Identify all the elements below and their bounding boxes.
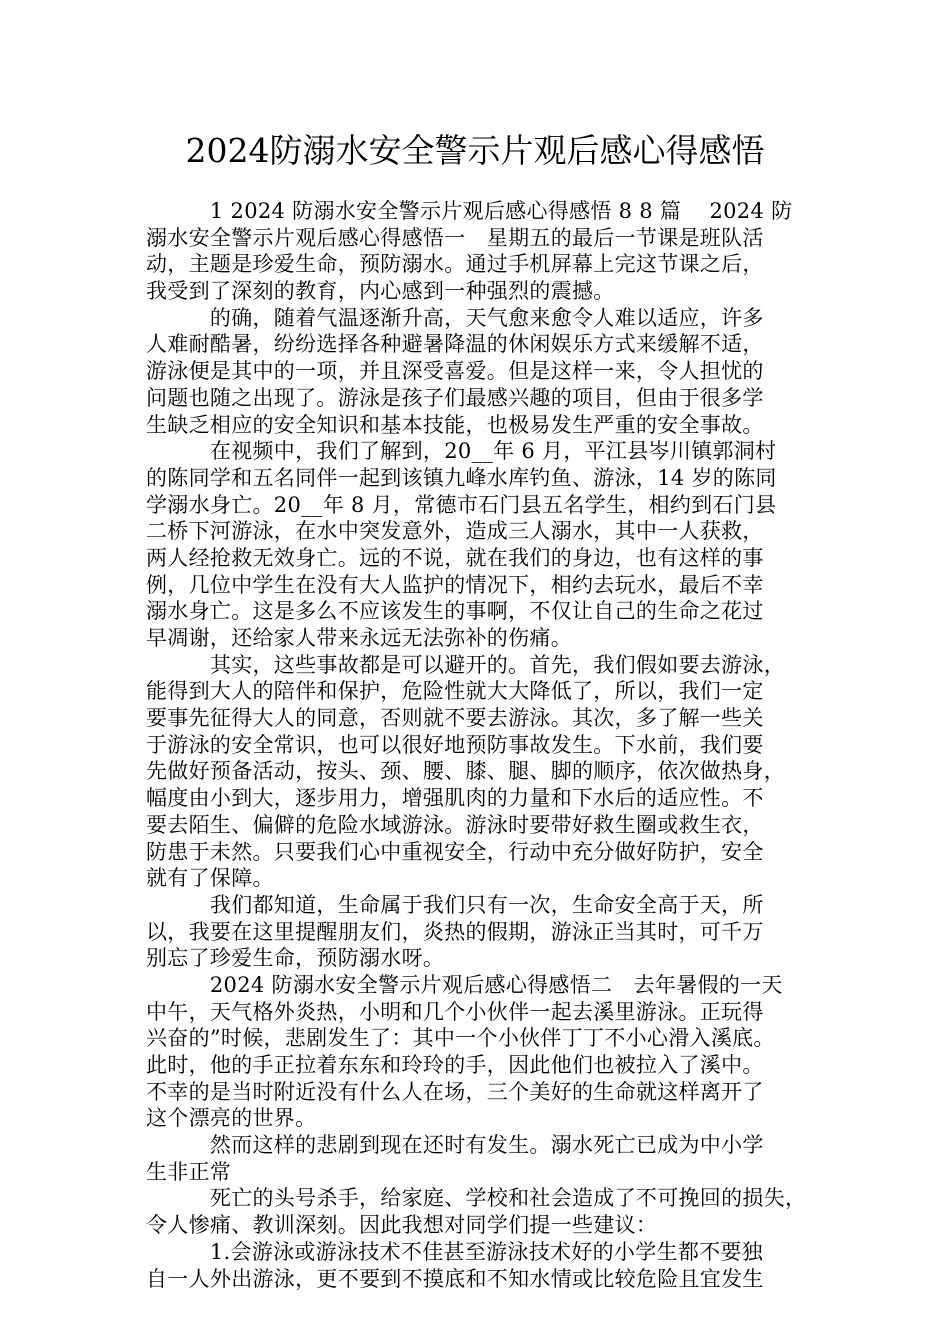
text-line: 例，几位中学生在没有大人监护的情况下，相约去玩水，最后不幸 <box>146 572 764 597</box>
text-line: 然而这样的悲剧到现在还时有发生。溺水死亡已成为中小学 <box>146 1133 764 1158</box>
text-line: 要事先征得大人的同意，否则就不要去游泳。其次，多了解一些关 <box>146 706 764 731</box>
text-line: 中午，天气格外炎热，小明和几个小伙伴一起去溪里游泳。正玩得 <box>146 999 764 1024</box>
text-line: 动，主题是珍爱生命，预防溺水。通过手机屏幕上完这节课之后， <box>146 252 764 277</box>
text-line: 人难耐酷暑，纷纷选择各种避暑降温的休闲娱乐方式来缓解不适， <box>146 332 764 357</box>
text-line: 的确，随着气温逐渐升高，天气愈来愈令人难以适应，许多 <box>146 305 764 330</box>
text-line: 兴奋的”时候，悲剧发生了：其中一个小伙伴丁丁不小心滑入溪底。 <box>146 1026 775 1051</box>
document-body <box>146 198 826 1292</box>
text-line: 自一人外出游泳，更不要到不摸底和不知水情或比较危险且宜发生 <box>146 1266 764 1291</box>
text-line: 幅度由小到大，逐步用力，增强肌肉的力量和下水后的适应性。不 <box>146 786 764 811</box>
text-line: 早凋谢，还给家人带来永远无法弥补的伤痛。 <box>146 626 572 650</box>
text-line: 生缺乏相应的安全知识和基本技能，也极易发生严重的安全事故。 <box>146 412 764 437</box>
text-line: 生非正常 <box>146 1159 232 1184</box>
text-line: 问题也随之出现了。游泳是孩子们最感兴趣的项目，但由于很多学 <box>146 385 764 410</box>
text-line: 1 2024 防溺水安全警示片观后感心得感悟 8 8 篇 2024 防 <box>146 199 793 223</box>
text-line: 溺水身亡。这是多么不应该发生的事啊，不仅让自己的生命之花过 <box>146 599 764 624</box>
text-line: 死亡的头号杀手，给家庭、学校和社会造成了不可挽回的损失， <box>146 1186 807 1211</box>
text-line: 要去陌生、偏僻的危险水域游泳。游泳时要带好救生圈或救生衣， <box>146 812 764 837</box>
text-line: 学溺水身亡。20__年 8 月，常德市石门县五名学生，相约到石门县 <box>146 492 777 517</box>
text-line: 两人经抢救无效身亡。远的不说，就在我们的身边，也有这样的事 <box>146 545 764 570</box>
text-line: 此时，他的手正拉着东东和玲玲的手，因此他们也被拉入了溪中。 <box>146 1053 764 1077</box>
text-line: 的陈同学和五名同伴一起到该镇九峰水库钓鱼、游泳，14 岁的陈同 <box>146 465 777 490</box>
text-line: 我们都知道，生命属于我们只有一次，生命安全高于天，所 <box>146 892 764 917</box>
text-line: 能得到大人的陪伴和保护，危险性就大大降低了，所以，我们一定 <box>146 679 764 704</box>
text-line: 二桥下河游泳，在水中突发意外，造成三人溺水，其中一人获救， <box>146 519 764 544</box>
text-line: 这个漂亮的世界。 <box>146 1106 317 1131</box>
text-line: 溺水安全警示片观后感心得感悟一 星期五的最后一节课是班队活 <box>146 225 764 250</box>
text-line: 我受到了深刻的教育，内心感到一种强烈的震撼。 <box>146 279 615 304</box>
text-line: 先做好预备活动，按头、颈、腰、膝、腿、脚的顺序，依次做热身， <box>146 759 785 784</box>
text-line: 令人惨痛、教训深刻。因此我想对同学们提一些建议： <box>146 1213 658 1238</box>
text-line: 别忘了珍爱生命，预防溺水呀。 <box>146 946 445 971</box>
text-line: 就有了保障。 <box>146 866 274 891</box>
text-line: 在视频中，我们了解到，20__年 6 月，平江县岑川镇郭洞村 <box>146 439 777 464</box>
text-line: 防患于未然。只要我们心中重视安全，行动中充分做好防护，安全 <box>146 839 764 864</box>
text-line: 1.会游泳或游泳技术不佳甚至游泳技术好的小学生都不要独 <box>146 1239 764 1264</box>
document-title: 2024防溺水安全警示片观后感心得感悟 <box>185 131 765 170</box>
text-line: 以，我要在这里提醒朋友们，炎热的假期，游泳正当其时，可千万 <box>146 919 764 944</box>
text-line: 于游泳的安全常识，也可以很好地预防事故发生。下水前，我们要 <box>146 732 764 757</box>
text-line: 2024 防溺水安全警示片观后感心得感悟二 去年暑假的一天 <box>146 972 783 997</box>
text-line: 游泳便是其中的一项，并且深受喜爱。但是这样一来，令人担忧的 <box>146 359 764 384</box>
text-line: 不幸的是当时附近没有什么人在场，三个美好的生命就这样离开了 <box>146 1079 764 1104</box>
text-line: 其实，这些事故都是可以避开的。首先，我们假如要去游泳， <box>146 652 785 677</box>
